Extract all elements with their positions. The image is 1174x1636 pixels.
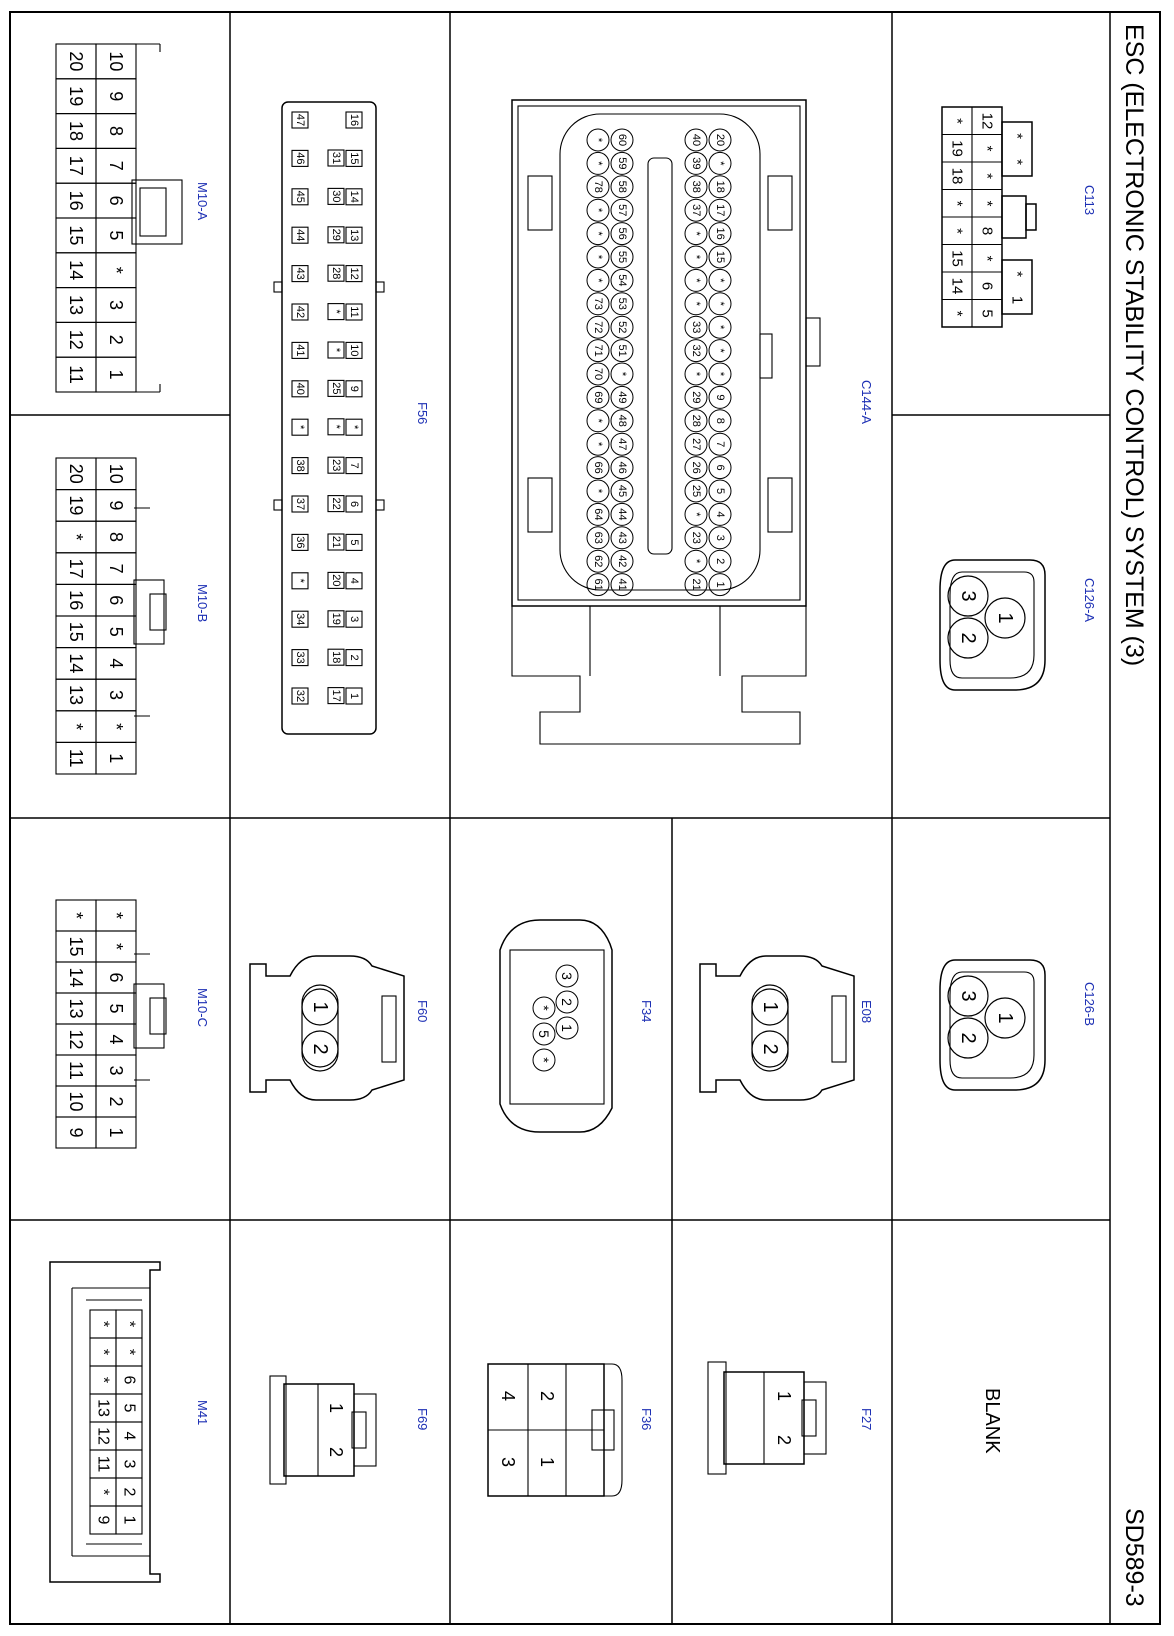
c144a-pin: * <box>592 418 604 423</box>
f56-pin: 42 <box>294 305 306 319</box>
c144a-pin: * <box>690 278 702 283</box>
label-m10b: M10-B <box>195 584 210 623</box>
c126b-pins-pin: 3 <box>957 990 979 1002</box>
f56-pin: 12 <box>348 267 360 280</box>
f56-pin: 18 <box>330 651 342 664</box>
f56-pin: 7 <box>348 462 360 469</box>
c144a-pin: * <box>592 442 604 447</box>
connector-m10b <box>56 458 166 774</box>
f56-pin: 22 <box>330 497 342 510</box>
f27-pins-pin: 1 <box>774 1390 794 1402</box>
c144a-pin: * <box>714 371 726 377</box>
c144a-pin: * <box>592 278 604 283</box>
m10b-pins-pin: 4 <box>106 658 126 669</box>
c113-pin: * <box>1008 271 1026 277</box>
c126b-pins-pin: 2 <box>957 1032 979 1044</box>
m10c-pins-pin: 12 <box>66 1029 86 1050</box>
c113-pin: * <box>978 200 996 207</box>
m10b-pins-pin: 11 <box>66 748 86 768</box>
m10a-pins-pin: 8 <box>106 125 126 137</box>
m10a-pins-pin: 20 <box>66 51 86 72</box>
c144a-pin: 9 <box>714 394 726 401</box>
m41-pin: * <box>120 1348 138 1356</box>
m10a-pins-pin: 17 <box>66 155 86 176</box>
c113-pin: 1 <box>1008 295 1026 305</box>
f56-pin: 16 <box>348 113 360 127</box>
m10b-pins-pin: 9 <box>106 500 126 511</box>
m10c-pins-pin: * <box>106 942 126 951</box>
c144a-pin: * <box>690 512 702 517</box>
label-f36: F36 <box>639 1408 654 1431</box>
c144a-pin: 46 <box>616 461 628 474</box>
c144a-pin: 73 <box>592 297 604 310</box>
m10b-pins-pin: 15 <box>66 621 86 642</box>
f60-pins-pin: 1 <box>309 1001 331 1013</box>
c113-pin: 14 <box>948 277 966 295</box>
connector-m10c <box>56 900 166 1148</box>
c113-pin: 12 <box>978 112 996 130</box>
f69-pins-pin: 1 <box>326 1402 346 1414</box>
m41-pin: 9 <box>94 1515 112 1525</box>
c144a-pin: * <box>592 231 604 236</box>
c144a-pin: 51 <box>616 344 628 357</box>
f56-pin: * <box>294 425 306 430</box>
connector-c113 <box>942 107 1036 327</box>
f56-pin: 5 <box>348 539 360 546</box>
c144a-pin: 42 <box>616 555 628 568</box>
m10b-pins-pin: 17 <box>66 558 86 579</box>
f56-pin: 30 <box>330 190 342 203</box>
c144a-pin: 52 <box>616 321 628 334</box>
m10a-pins-pin: 5 <box>106 230 126 241</box>
m41-pin: 2 <box>120 1487 138 1497</box>
c144a-pin: 7 <box>714 441 726 448</box>
c144a-pin: 61 <box>592 578 604 591</box>
label-c126a: C126-A <box>1082 578 1097 623</box>
c144a-pin: 54 <box>616 274 628 287</box>
f56-pin: 44 <box>294 229 306 242</box>
c144a-pin: 44 <box>616 508 628 521</box>
c144a-pin: 43 <box>616 531 628 544</box>
c113-pin: * <box>978 173 996 179</box>
c144a-pin: * <box>592 137 604 143</box>
m10a-pins-pin: 3 <box>106 299 126 311</box>
c113-pin: 15 <box>948 250 966 267</box>
diagram-code: SD589-3 <box>1120 1508 1148 1607</box>
f69-pins-pin: 2 <box>326 1446 346 1458</box>
c113-pin: * <box>948 310 966 317</box>
m10c-pins-pin: 15 <box>66 936 86 957</box>
f56-pin: 36 <box>294 536 306 549</box>
c144a-pin: 55 <box>616 250 628 264</box>
m10b-pins-pin: 19 <box>66 495 86 516</box>
m41-pin: 5 <box>120 1403 138 1413</box>
m10c-pins-pin: * <box>106 911 126 920</box>
f56-pin: 45 <box>294 190 306 203</box>
c144a-pin: 23 <box>690 531 702 544</box>
m10a-pins-pin: 12 <box>66 329 86 350</box>
c144a-pin: 29 <box>690 391 702 404</box>
f56-pin: * <box>348 425 360 430</box>
c144a-pin: 33 <box>690 321 702 334</box>
f56-pin: 2 <box>348 654 360 661</box>
m10a-pins-pin: 18 <box>66 120 86 142</box>
c144a-pin: 72 <box>592 321 604 334</box>
m41-pin: 13 <box>94 1399 112 1417</box>
c144a-pin: 78 <box>592 180 604 193</box>
f36-pin: 4 <box>498 1390 518 1402</box>
c144a-pin: 70 <box>592 367 604 381</box>
m10c-pins-pin: 10 <box>66 1091 86 1112</box>
c144a-pin: 39 <box>690 157 702 170</box>
f56-pin: 6 <box>348 500 360 508</box>
c144a-pin: 60 <box>616 133 628 147</box>
m10c-pins-pin: 11 <box>66 1061 86 1080</box>
m41-pin: 12 <box>94 1427 112 1445</box>
c144a-pin: 53 <box>616 297 628 310</box>
m10a-pins-pin: 13 <box>66 294 86 316</box>
c144a-pin: 69 <box>592 391 604 404</box>
m10a-pins-pin: 7 <box>106 160 126 171</box>
m10b-pins-pin: 16 <box>66 590 86 611</box>
m10c-pins-pin: 9 <box>66 1127 86 1138</box>
label-m10c: M10-C <box>195 988 210 1028</box>
c144a-pin: * <box>714 161 726 166</box>
f36-pin: 1 <box>537 1456 557 1468</box>
f56-pin: 3 <box>348 616 360 623</box>
m10b-pins-pin: 13 <box>66 684 86 706</box>
label-f69: F69 <box>415 1408 430 1431</box>
c113-pin: 6 <box>978 281 996 291</box>
c144a-pin: 18 <box>714 180 726 193</box>
f56-pin: 14 <box>348 190 360 203</box>
c126a-pins-pin: 3 <box>957 590 979 602</box>
m41-pin: 11 <box>94 1455 112 1473</box>
f56-pin: 37 <box>294 497 306 511</box>
label-f60: F60 <box>415 1000 430 1023</box>
f34-pin: 2 <box>559 998 575 1006</box>
c144a-pin: * <box>592 254 604 260</box>
c144a-pin: 15 <box>714 250 726 264</box>
label-c126b: C126-B <box>1082 982 1097 1027</box>
c144a-pin: 1 <box>714 581 726 588</box>
f56-pin: * <box>294 578 306 583</box>
c113-pin: 19 <box>948 140 966 157</box>
f34-pin: 3 <box>559 972 575 980</box>
connector-m41 <box>50 1262 160 1582</box>
c126a-pins-pin: 1 <box>994 612 1016 624</box>
c144a-pin: * <box>690 301 702 306</box>
f34-pin: * <box>536 1057 552 1063</box>
c144a-pin: * <box>690 559 702 564</box>
m10b-pins-pin: 14 <box>66 653 86 674</box>
f56-pin: 32 <box>294 689 306 703</box>
c144a-pin: 38 <box>690 180 702 193</box>
m10c-pins-pin: 6 <box>106 972 126 983</box>
c144a-pin: * <box>714 278 726 283</box>
m10b-pins-pin: 20 <box>66 463 86 484</box>
m41-pin: * <box>94 1320 112 1328</box>
m10c-pins-pin: 3 <box>106 1065 126 1076</box>
c144a-pin: 59 <box>616 157 628 170</box>
m10c-pins-pin: 13 <box>66 998 86 1019</box>
e08-pins-pin: 1 <box>759 1001 781 1013</box>
m41-pin: * <box>94 1488 112 1496</box>
f56-pin: 29 <box>330 228 342 241</box>
label-c113: C113 <box>1082 185 1097 216</box>
m10a-pins-pin: 15 <box>66 225 86 246</box>
c144a-pin: 20 <box>714 133 726 147</box>
connector-c126b <box>940 960 1045 1090</box>
page-title: ESC (ELECTRONIC STABILITY CONTROL) SYSTEM (3) <box>1120 24 1148 667</box>
c144a-pin: * <box>690 254 702 260</box>
label-e08: E08 <box>859 1000 874 1024</box>
f56-pin: * <box>330 309 342 314</box>
f56-pin: 9 <box>348 385 360 392</box>
c144a-pin: 57 <box>616 204 628 217</box>
c144a-pin: 32 <box>690 344 702 357</box>
c113-pin: * <box>948 200 966 207</box>
c144a-pin: 25 <box>690 484 702 498</box>
c144a-pin: 16 <box>714 227 726 240</box>
c144a-pin: * <box>714 348 726 353</box>
m10b-pins-pin: * <box>106 723 126 731</box>
m10a-pins-pin: 16 <box>66 190 86 211</box>
c144a-pin: 45 <box>616 484 628 498</box>
m10a-pins-pin: * <box>106 266 126 274</box>
cavity-pair <box>302 985 338 1071</box>
c144a-pin: 5 <box>714 487 726 495</box>
f34-pin: 1 <box>559 1024 575 1032</box>
c144a-pin: * <box>592 208 604 213</box>
m10a-pins-pin: 6 <box>106 195 126 206</box>
c126b-pins-pin: 1 <box>994 1012 1016 1024</box>
f56-pin: 11 <box>348 306 360 318</box>
connector-f27 <box>708 1362 826 1474</box>
blank-label: BLANK <box>981 1388 1003 1454</box>
f34-pin: * <box>536 1005 552 1011</box>
c113-pin: * <box>948 118 966 124</box>
m10b-pins-pin: 1 <box>106 753 126 764</box>
f56-pin: 19 <box>330 612 342 625</box>
m10c-pins-pin: 4 <box>106 1034 126 1045</box>
f56-pin: * <box>330 424 342 429</box>
c144a-pin: 58 <box>616 180 628 193</box>
c144a-pin: 63 <box>592 531 604 544</box>
c144a-pin: * <box>592 488 604 494</box>
m10a-pins-pin: 2 <box>106 334 126 345</box>
c144a-pin: 3 <box>714 534 726 541</box>
c113-pin: * <box>1008 133 1026 139</box>
c144a-pin: 40 <box>690 133 702 147</box>
connector-f56 <box>274 102 384 734</box>
c144a-pin: 2 <box>714 558 726 565</box>
cavity-pair <box>752 985 788 1071</box>
m10b-pins-pin: 6 <box>106 595 126 606</box>
c144a-pin: 17 <box>714 204 726 217</box>
f34-pin: 5 <box>536 1030 552 1038</box>
f56-pin: 10 <box>348 344 360 357</box>
f56-pin: 47 <box>294 113 306 127</box>
f56-pin: 46 <box>294 152 306 165</box>
c144a-pin: 4 <box>714 511 726 518</box>
m41-pin: * <box>120 1320 138 1328</box>
f56-pin: 40 <box>294 382 306 395</box>
c144a-pin: 6 <box>714 464 726 471</box>
f56-pin: 28 <box>330 267 342 280</box>
m10b-pins-pin: * <box>66 533 86 541</box>
c144a-pin: * <box>592 161 604 166</box>
c144a-pin: 66 <box>592 461 604 474</box>
c144a-pin: 41 <box>616 578 628 591</box>
c113-pin: * <box>948 228 966 234</box>
m10a-pins-pin: 10 <box>106 51 126 72</box>
c144a-pin: 28 <box>690 414 702 427</box>
m41-pin: 4 <box>120 1431 138 1441</box>
f56-pin: 38 <box>294 459 306 472</box>
f56-pin: 17 <box>330 689 342 702</box>
c144a-pin: 27 <box>690 438 702 451</box>
f56-pin: 23 <box>330 459 342 472</box>
connector-f60 <box>250 956 404 1100</box>
e08-pins-pin: 2 <box>759 1043 781 1055</box>
m10c-pins-pin: * <box>66 911 86 920</box>
f36-pin: 3 <box>498 1456 518 1468</box>
f56-pin: 43 <box>294 267 306 280</box>
f56-pin: 20 <box>330 574 342 587</box>
m10b-pins-pin: 5 <box>106 626 126 637</box>
m10a-pins-pin: 14 <box>66 260 86 281</box>
c144a-pin: * <box>690 371 702 377</box>
c144a-pin: * <box>690 231 702 236</box>
f56-pin: 41 <box>294 344 306 357</box>
m10c-pins-pin: 2 <box>106 1096 126 1107</box>
m41-pin: * <box>94 1376 112 1384</box>
c144a-pin: * <box>616 371 628 377</box>
connector-f36 <box>488 1364 622 1496</box>
f56-pin: 31 <box>330 151 342 165</box>
c144a-pin: 37 <box>690 204 702 217</box>
m41-pin: * <box>94 1348 112 1356</box>
f56-pin: 1 <box>348 692 360 700</box>
f56-pin: * <box>330 347 342 353</box>
m41-pin: 6 <box>120 1375 138 1385</box>
c113-pin: 5 <box>978 309 996 318</box>
label-f27: F27 <box>859 1408 874 1431</box>
c144a-pin: 47 <box>616 438 628 451</box>
connector-c144a <box>512 100 820 744</box>
c144a-pin: 21 <box>690 578 702 591</box>
c144a-pin: * <box>714 301 726 306</box>
connector-e08 <box>700 956 854 1100</box>
c144a-pin: 71 <box>592 344 604 357</box>
f56-pin: 34 <box>294 613 306 626</box>
c144a-pin: 62 <box>592 555 604 568</box>
label-m41: M41 <box>195 1400 210 1426</box>
f60-pins-pin: 2 <box>309 1043 331 1055</box>
m10a-pins-pin: 9 <box>106 91 126 102</box>
label-c144a: C144-A <box>859 380 874 425</box>
c144a-pin: 64 <box>592 508 604 521</box>
m41-pin: 1 <box>120 1515 138 1525</box>
f56-pin: 33 <box>294 651 306 664</box>
m10b-pins-pin: 8 <box>106 531 126 543</box>
m10a-pins-pin: 19 <box>66 86 86 107</box>
f27-pins-pin: 2 <box>774 1434 794 1446</box>
m10b-pins-pin: 3 <box>106 689 126 701</box>
c126a-pins-pin: 2 <box>957 632 979 644</box>
c144a-pin: 8 <box>714 417 726 424</box>
c144a-pin: 49 <box>616 391 628 404</box>
c113-pin: * <box>978 145 996 152</box>
label-f56: F56 <box>415 402 430 425</box>
c144a-pin: 48 <box>616 414 628 427</box>
connector-c126a <box>940 560 1045 690</box>
m10c-pins-pin: 14 <box>66 967 86 988</box>
connector-m10a <box>56 44 182 392</box>
label-m10a: M10-A <box>195 182 210 221</box>
m10a-pins-pin: 1 <box>106 369 126 380</box>
m10b-pins-pin: * <box>66 723 86 731</box>
m10c-pins-pin: 1 <box>106 1127 126 1138</box>
m10c-pins-pin: 5 <box>106 1003 126 1014</box>
f56-pin: 13 <box>348 229 360 242</box>
m41-pin: 3 <box>120 1459 138 1469</box>
c144a-pin: * <box>714 325 726 330</box>
connector-f69 <box>270 1376 376 1484</box>
c113-pin: * <box>978 255 996 262</box>
m10b-pins-pin: 10 <box>106 463 126 484</box>
m10b-pins-pin: 7 <box>106 563 126 574</box>
c144a-pin: 26 <box>690 461 702 474</box>
f56-pin: 15 <box>348 152 360 165</box>
f36-pin: 2 <box>537 1390 557 1402</box>
c113-pin: 18 <box>948 167 966 185</box>
f56-pin: 25 <box>330 382 342 395</box>
connector-f34 <box>500 920 612 1132</box>
f56-pin: 21 <box>330 535 342 549</box>
c113-pin: 8 <box>978 226 996 236</box>
c144a-pin: 56 <box>616 227 628 240</box>
label-f34: F34 <box>639 1000 654 1023</box>
f56-pin: 4 <box>348 577 360 584</box>
m10a-pins-pin: 11 <box>66 365 86 384</box>
c113-pin: * <box>1008 159 1026 165</box>
